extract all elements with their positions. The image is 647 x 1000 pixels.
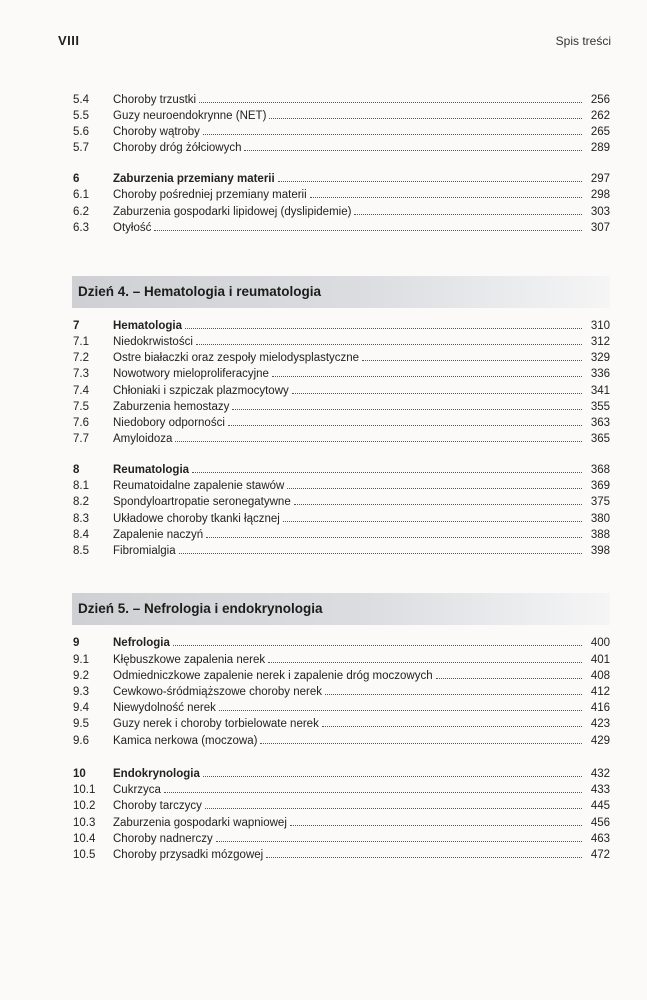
dot-leader — [268, 662, 582, 663]
entry-title: Kamica nerkowa (moczowa) — [113, 735, 258, 747]
toc-entry — [0, 334, 647, 350]
entry-title: Niedokrwistości — [113, 336, 193, 348]
entry-number: 5.7 — [73, 142, 89, 154]
entry-title: Spondyloartropatie seronegatywne — [113, 496, 291, 508]
dot-leader — [269, 118, 582, 119]
toc-entry — [0, 383, 647, 399]
entry-title: Ostre białaczki oraz zespoły mielodysplastyczne — [113, 352, 360, 364]
entry-page: 423 — [590, 718, 610, 730]
dot-leader — [278, 181, 582, 182]
entry-title: Choroby dróg żółciowych — [113, 142, 242, 154]
dot-leader — [192, 472, 582, 473]
entry-title: Cewkowo-śródmiąższowe choroby nerek — [113, 686, 322, 698]
entry-title: Otyłość — [113, 222, 152, 234]
entry-title: Niedobory odporności — [113, 417, 225, 429]
entry-page: 398 — [590, 545, 610, 557]
entry-title: Zaburzenia gospodarki wapniowej — [113, 817, 287, 829]
chapter-title: Endokrynologia — [113, 768, 200, 780]
entry-number: 9.3 — [73, 686, 89, 698]
entry-page: 298 — [590, 189, 610, 201]
entry-number: 10.1 — [73, 784, 96, 796]
dot-leader — [164, 792, 582, 793]
dot-leader — [203, 134, 582, 135]
entry-page: 375 — [590, 496, 610, 508]
entry-page: 265 — [590, 126, 610, 138]
entry-page: 456 — [590, 817, 610, 829]
running-head: Spis treści — [555, 34, 611, 48]
entry-number: 10.5 — [73, 849, 96, 861]
entry-title: Zaburzenia gospodarki lipidowej (dyslipidemie) — [113, 206, 352, 218]
dot-leader — [292, 393, 582, 394]
entry-title: Choroby przysadki mózgowej — [113, 849, 264, 861]
chapter-page: 432 — [590, 768, 610, 780]
dot-leader — [436, 678, 582, 679]
entry-page: 380 — [590, 513, 610, 525]
chapter-number: 9 — [73, 637, 80, 649]
toc-entry — [0, 220, 647, 236]
entry-number: 8.1 — [73, 480, 89, 492]
entry-title: Odmiedniczkowe zapalenie nerek i zapalenie dróg moczowych — [113, 670, 433, 682]
entry-title: Choroby nadnerczy — [113, 833, 213, 845]
chapter-number: 6 — [73, 173, 80, 185]
toc-entry — [0, 478, 647, 494]
toc-entry — [0, 108, 647, 124]
toc-entry — [0, 187, 647, 203]
dot-leader — [310, 197, 582, 198]
entry-number: 7.3 — [73, 368, 89, 380]
toc-entry — [0, 494, 647, 510]
toc-chapter — [0, 766, 647, 782]
dot-leader — [322, 726, 582, 727]
dot-leader — [205, 808, 582, 809]
chapter-page: 297 — [590, 173, 610, 185]
entry-title: Choroby pośredniej przemiany materii — [113, 189, 307, 201]
entry-page: 365 — [590, 433, 610, 445]
entry-page: 408 — [590, 670, 610, 682]
toc-chapter — [0, 462, 647, 478]
dot-leader — [179, 553, 582, 554]
entry-number: 8.3 — [73, 513, 89, 525]
toc-entry — [0, 831, 647, 847]
dot-leader — [260, 743, 582, 744]
entry-title: Reumatoidalne zapalenie stawów — [113, 480, 285, 492]
dot-leader — [294, 504, 582, 505]
entry-title: Choroby wątroby — [113, 126, 200, 138]
dot-leader — [290, 825, 582, 826]
toc-entry — [0, 415, 647, 431]
dot-leader — [175, 441, 582, 442]
entry-page: 307 — [590, 222, 610, 234]
entry-page: 416 — [590, 702, 610, 714]
entry-title: Choroby trzustki — [113, 94, 197, 106]
entry-page: 363 — [590, 417, 610, 429]
entry-title: Amyloidoza — [113, 433, 173, 445]
entry-page: 256 — [590, 94, 610, 106]
chapter-number: 10 — [73, 768, 86, 780]
entry-page: 401 — [590, 654, 610, 666]
page-number: VIII — [58, 33, 80, 48]
entry-number: 9.4 — [73, 702, 89, 714]
toc-chapter — [0, 171, 647, 187]
entry-title: Układowe choroby tkanki łącznej — [113, 513, 280, 525]
entry-page: 355 — [590, 401, 610, 413]
chapter-title: Reumatologia — [113, 464, 190, 476]
dot-leader — [203, 776, 582, 777]
entry-page: 412 — [590, 686, 610, 698]
entry-page: 303 — [590, 206, 610, 218]
entry-number: 8.2 — [73, 496, 89, 508]
dot-leader — [185, 328, 582, 329]
toc-entry — [0, 92, 647, 108]
toc-entry — [0, 782, 647, 798]
chapter-title: Hematologia — [113, 320, 183, 332]
chapter-title: Nefrologia — [113, 637, 170, 649]
dot-leader — [232, 409, 582, 410]
entry-number: 10.3 — [73, 817, 96, 829]
toc-entry — [0, 668, 647, 684]
entry-page: 463 — [590, 833, 610, 845]
entry-number: 8.4 — [73, 529, 89, 541]
toc-entry — [0, 527, 647, 543]
day-4-heading: Dzień 4. – Hematologia i reumatologia — [72, 276, 610, 308]
dot-leader — [354, 214, 582, 215]
toc-chapter — [0, 318, 647, 334]
toc-entry — [0, 815, 647, 831]
entry-number: 7.6 — [73, 417, 89, 429]
entry-number: 7.7 — [73, 433, 89, 445]
day-5-heading: Dzień 5. – Nefrologia i endokrynologia — [72, 593, 610, 625]
dot-leader — [216, 841, 582, 842]
entry-number: 10.2 — [73, 800, 96, 812]
entry-number: 9.2 — [73, 670, 89, 682]
toc-entry — [0, 847, 647, 863]
dot-leader — [154, 230, 582, 231]
dot-leader — [228, 425, 582, 426]
entry-page: 472 — [590, 849, 610, 861]
dot-leader — [219, 710, 582, 711]
toc-entry — [0, 543, 647, 559]
entry-page: 445 — [590, 800, 610, 812]
toc-entry — [0, 204, 647, 220]
toc-entry — [0, 399, 647, 415]
entry-page: 433 — [590, 784, 610, 796]
entry-number: 10.4 — [73, 833, 96, 845]
chapter-page: 368 — [590, 464, 610, 476]
chapter-title: Zaburzenia przemiany materii — [113, 173, 275, 185]
entry-number: 5.5 — [73, 110, 89, 122]
chapter-page: 400 — [590, 637, 610, 649]
entry-page: 388 — [590, 529, 610, 541]
entry-title: Guzy neuroendokrynne (NET) — [113, 110, 267, 122]
dot-leader — [206, 537, 582, 538]
entry-number: 7.5 — [73, 401, 89, 413]
entry-title: Niewydolność nerek — [113, 702, 216, 714]
dot-leader — [266, 857, 582, 858]
toc-chapter — [0, 635, 647, 651]
dot-leader — [325, 694, 582, 695]
entry-title: Zaburzenia hemostazy — [113, 401, 230, 413]
entry-title: Cukrzyca — [113, 784, 161, 796]
toc-entry — [0, 733, 647, 749]
entry-number: 7.2 — [73, 352, 89, 364]
entry-page: 262 — [590, 110, 610, 122]
dot-leader — [362, 360, 582, 361]
entry-page: 429 — [590, 735, 610, 747]
entry-number: 7.1 — [73, 336, 89, 348]
dot-leader — [272, 376, 582, 377]
toc-entry — [0, 652, 647, 668]
entry-title: Chłoniaki i szpiczak plazmocytowy — [113, 385, 289, 397]
toc-entry — [0, 431, 647, 447]
entry-number: 8.5 — [73, 545, 89, 557]
entry-title: Fibromialgia — [113, 545, 176, 557]
entry-page: 312 — [590, 336, 610, 348]
entry-number: 5.6 — [73, 126, 89, 138]
entry-page: 341 — [590, 385, 610, 397]
toc-entry — [0, 140, 647, 156]
entry-number: 7.4 — [73, 385, 89, 397]
dot-leader — [196, 344, 582, 345]
toc-entry — [0, 700, 647, 716]
chapter-number: 8 — [73, 464, 80, 476]
dot-leader — [173, 645, 582, 646]
entry-number: 6.1 — [73, 189, 89, 201]
entry-page: 369 — [590, 480, 610, 492]
entry-number: 9.1 — [73, 654, 89, 666]
entry-title: Kłębuszkowe zapalenia nerek — [113, 654, 266, 666]
chapter-page: 310 — [590, 320, 610, 332]
toc-entry — [0, 511, 647, 527]
toc-entry — [0, 124, 647, 140]
entry-number: 9.6 — [73, 735, 89, 747]
entry-page: 289 — [590, 142, 610, 154]
entry-number: 6.2 — [73, 206, 89, 218]
entry-number: 5.4 — [73, 94, 89, 106]
toc-entry — [0, 366, 647, 382]
entry-title: Zapalenie naczyń — [113, 529, 204, 541]
entry-title: Nowotwory mieloproliferacyjne — [113, 368, 269, 380]
chapter-number: 7 — [73, 320, 80, 332]
toc-entry — [0, 350, 647, 366]
dot-leader — [244, 150, 582, 151]
entry-page: 329 — [590, 352, 610, 364]
dot-leader — [283, 521, 582, 522]
entry-page: 336 — [590, 368, 610, 380]
entry-title: Choroby tarczycy — [113, 800, 202, 812]
toc-entry — [0, 716, 647, 732]
entry-title: Guzy nerek i choroby torbielowate nerek — [113, 718, 319, 730]
toc-entry — [0, 798, 647, 814]
entry-number: 6.3 — [73, 222, 89, 234]
entry-number: 9.5 — [73, 718, 89, 730]
dot-leader — [287, 488, 582, 489]
dot-leader — [199, 102, 582, 103]
toc-entry — [0, 684, 647, 700]
